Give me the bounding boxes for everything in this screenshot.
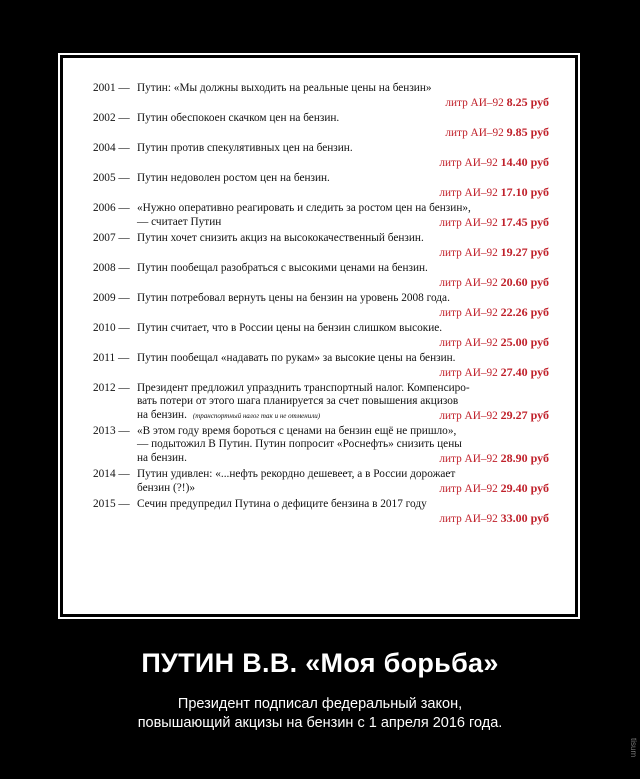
price-label	[439, 452, 549, 466]
fuel-type: литр АИ–92	[439, 187, 498, 199]
price-label	[439, 482, 549, 496]
price-value: 29.40 руб	[500, 481, 549, 495]
timeline-entry	[93, 142, 549, 170]
entry-year: 2002 —	[93, 112, 130, 124]
entry-text: Путин хочет снизить акциз на высококачественный бензин.	[137, 232, 424, 244]
price-label	[439, 366, 549, 380]
fuel-type: литр АИ–92	[439, 367, 498, 379]
price-label	[439, 336, 549, 350]
fuel-type: литр АИ–92	[439, 337, 498, 349]
entry-year: 2012 —	[93, 382, 130, 394]
price-value: 33.00 руб	[500, 511, 549, 525]
caption-subtitle-line-2: повышающий акцизы на бензин с 1 апреля 2016 года.	[137, 715, 503, 731]
entry-year	[93, 438, 137, 451]
price-value: 19.27 руб	[500, 245, 549, 259]
fuel-type: литр АИ–92	[445, 127, 504, 139]
entry-year: 2013 —	[93, 425, 130, 437]
entry-year: 2011 —	[93, 352, 130, 364]
entry-year: 2006 —	[93, 202, 130, 214]
entry-text: Президент предложил упразднить транспортный налог. Компенсиро-	[137, 382, 470, 394]
entry-text: бензин (?!)»	[137, 482, 195, 494]
fuel-type: литр АИ–92	[439, 157, 498, 169]
price-value: 8.25 руб	[506, 95, 549, 109]
entry-year: 2010 —	[93, 322, 130, 334]
price-value: 9.85 руб	[506, 125, 549, 139]
price-label	[439, 306, 549, 320]
poster-image	[63, 58, 575, 614]
timeline-entry	[93, 382, 549, 423]
price-value: 22.26 руб	[500, 305, 549, 319]
entry-text: Путин пообещал разобраться с высокими ценами на бензин.	[137, 262, 428, 274]
caption-title: ПУТИН В.В. «Моя борьба»	[141, 648, 499, 678]
entry-text: — считает Путин	[137, 216, 222, 228]
timeline-entry	[93, 262, 549, 290]
fuel-type: литр АИ–92	[439, 277, 498, 289]
price-value: 17.45 руб	[500, 215, 549, 229]
timeline-entry	[93, 425, 549, 466]
entry-text: Путин обеспокоен скачком цен на бензин.	[137, 112, 340, 124]
entry-year: 2014 —	[93, 468, 130, 480]
entry-text: Путин считает, что в России цены на бензин слишком высокие.	[137, 322, 443, 334]
entry-year: 2008 —	[93, 262, 130, 274]
price-label	[439, 186, 549, 200]
price-label	[439, 156, 549, 170]
timeline-entry	[93, 292, 549, 320]
entry-year: 2007 —	[93, 232, 130, 244]
price-value: 27.40 руб	[500, 365, 549, 379]
price-label	[445, 126, 549, 140]
fuel-type: литр АИ–92	[439, 217, 498, 229]
timeline-entry	[93, 468, 549, 496]
entry-text: Путин пообещал «надавать по рукам» за высокие цены на бензин.	[137, 352, 456, 364]
fuel-type: литр АИ–92	[439, 483, 498, 495]
price-label	[445, 96, 549, 110]
fuel-type: литр АИ–92	[439, 410, 498, 422]
entry-text: Путин против спекулятивных цен на бензин.	[137, 142, 353, 154]
timeline-entry	[93, 172, 549, 200]
timeline-entry	[93, 112, 549, 140]
fuel-type: литр АИ–92	[439, 453, 498, 465]
price-value: 28.90 руб	[500, 451, 549, 465]
timeline-entry	[93, 82, 549, 110]
price-value: 29.27 руб	[500, 408, 549, 422]
timeline-entry	[93, 498, 549, 526]
caption-subtitle-line-1: Президент подписал федеральный закон,	[177, 696, 463, 712]
price-value: 20.60 руб	[500, 275, 549, 289]
fuel-type: литр АИ–92	[439, 247, 498, 259]
caption-subtitle	[0, 695, 640, 733]
price-label	[439, 276, 549, 290]
timeline-entry	[93, 232, 549, 260]
timeline-list	[93, 82, 549, 526]
entry-year: 2004 —	[93, 142, 130, 154]
price-label	[439, 216, 549, 230]
price-value: 17.10 руб	[500, 185, 549, 199]
timeline-entry	[93, 322, 549, 350]
watermark: tisum	[629, 737, 638, 757]
entry-year: 2015 —	[93, 498, 130, 510]
entry-text: Путин недоволен ростом цен на бензин.	[137, 172, 330, 184]
fuel-type: литр АИ–92	[439, 307, 498, 319]
entry-text: «Нужно оперативно реагировать и следить за ростом цен на бензин»,	[137, 202, 471, 214]
entry-text: Путин потребовал вернуть цены на бензин на уровень 2008 года.	[137, 292, 450, 304]
entry-text: Путин: «Мы должны выходить на реальные цены на бензин»	[137, 82, 432, 94]
price-value: 25.00 руб	[500, 335, 549, 349]
poster-frame	[58, 53, 580, 619]
entry-text: Сечин предупредил Путина о дефиците бензина в 2017 году	[137, 498, 427, 510]
entry-year	[93, 395, 137, 408]
timeline-entry	[93, 352, 549, 380]
entry-year: 2001 —	[93, 82, 130, 94]
entry-text: — подытожил В Путин. Путин попросит «Роснефть» снизить цены	[137, 438, 462, 450]
entry-text: на бензин.	[137, 409, 187, 421]
fuel-type: литр АИ–92	[439, 513, 498, 525]
fuel-type: литр АИ–92	[445, 97, 504, 109]
entry-year: 2009 —	[93, 292, 130, 304]
price-label	[439, 409, 549, 423]
price-label	[439, 246, 549, 260]
entry-note: (транспортный налог так и не отменили)	[192, 412, 321, 420]
timeline-entry	[93, 202, 549, 230]
entry-text: на бензин.	[137, 452, 187, 464]
price-label	[439, 512, 549, 526]
entry-text: «В этом году время бороться с ценами на бензин ещё не пришло»,	[137, 425, 457, 437]
entry-text: вать потери от этого шага планируется за счет повышения акцизов	[137, 395, 459, 407]
entry-text: Путин удивлен: «...нефть рекордно дешевеет, а в России дорожает	[137, 468, 456, 480]
entry-year: 2005 —	[93, 172, 130, 184]
price-value: 14.40 руб	[500, 155, 549, 169]
